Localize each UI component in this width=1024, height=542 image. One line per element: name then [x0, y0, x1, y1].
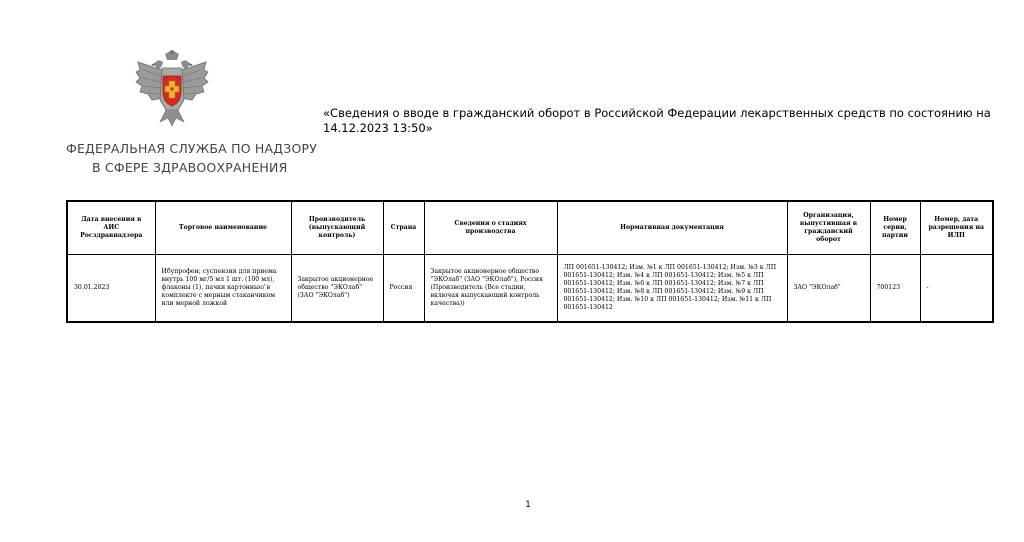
column-header-releasing-organization: Организация, выпустившая в гражданский оборот — [787, 201, 870, 255]
cell-trade-name: Ибупрофен; суспензия для приема внутрь 100 мг/5 мл 1 шт. (100 мл), флаконы (1), пачки картонные/ в комплекте с мерным стаканчиком или мерной ложкой — [155, 255, 291, 323]
column-header-permit: Номер, дата разрешения на ИЛП — [920, 201, 993, 255]
organization-name-line-1: ФЕДЕРАЛЬНАЯ СЛУЖБА ПО НАДЗОРУ — [66, 141, 318, 156]
page-number: 1 — [525, 500, 531, 510]
organization-name — [66, 139, 318, 177]
document-title: «Сведения о вводе в гражданский оборот в Российской Федерации лекарственных средств по состоянию на 14.12.2023 13:50» — [323, 106, 991, 135]
cell-country: Россия — [383, 255, 424, 323]
column-header-production-stages: Сведения о стадиях производства — [424, 201, 557, 255]
table-row — [67, 255, 993, 323]
cell-manufacturer: Закрытое акционерное общество "ЭКОлаб" (ЗАО "ЭКОлаб") — [291, 255, 383, 323]
column-header-regulatory-docs: Нормативная документация — [557, 201, 787, 255]
cell-date: 30.01.2023 — [67, 255, 155, 323]
medicines-circulation-table — [66, 200, 994, 323]
column-header-batch-number: Номер серии, партии — [870, 201, 920, 255]
column-header-date: Дата внесения в АИС Росздравнадзора — [67, 201, 155, 255]
cell-regulatory-docs: ЛП 001651-130412; Изм. №1 к ЛП 001651-130412; Изм. №3 к ЛП 001651-130412; Изм. №4 к ЛП 001651-130412; Изм. №5 к ЛП 001651-130412; Изм. №6 к ЛП 001651-130412; Изм. №7 к ЛП 001651-130412; Изм. №8 к ЛП 001651-130412; Изм. №9 к ЛП 001651-130412; Изм. №10 к ЛП 001651-130412; Изм. №11 к ЛП 001651-130412 — [557, 255, 787, 323]
cell-batch-number: 700123 — [870, 255, 920, 323]
table-header-row — [67, 201, 993, 255]
organization-name-line-2: В СФЕРЕ ЗДРАВООХРАНЕНИЯ — [92, 160, 288, 175]
cell-production-stages: Закрытое акционерное общество "ЭКОлаб" (ЗАО "ЭКОлаб"), Россия (Производитель (Все стадии, включая выпускающий контроль качества)) — [424, 255, 557, 323]
column-header-trade-name: Торговое наименование — [155, 201, 291, 255]
federal-service-emblem-icon — [132, 50, 212, 128]
cell-permit: - — [920, 255, 993, 323]
cell-releasing-organization: ЗАО "ЭКОлаб" — [787, 255, 870, 323]
column-header-manufacturer: Производитель (выпускающий контроль) — [291, 201, 383, 255]
column-header-country: Страна — [383, 201, 424, 255]
